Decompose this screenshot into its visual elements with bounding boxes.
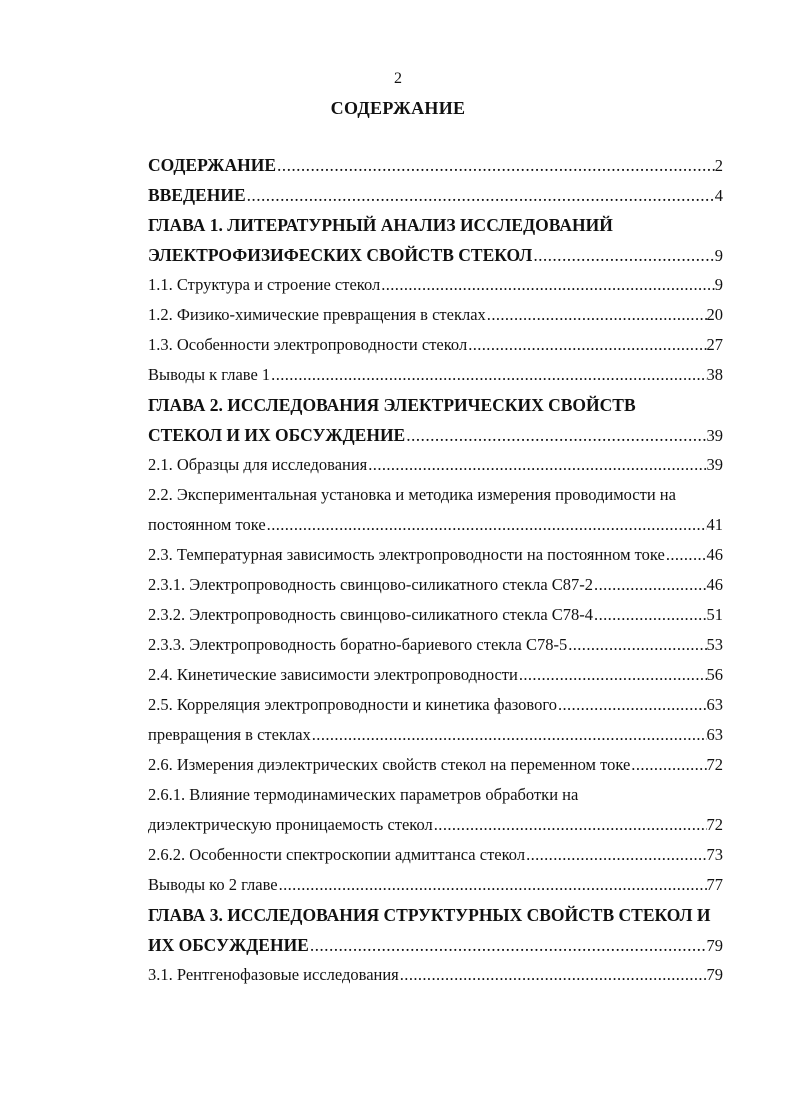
toc-entry-page: 39 <box>706 426 723 445</box>
toc-entry-page: 4 <box>714 186 723 205</box>
toc-entry-title: 2.3.1. Электропроводность свинцово-силикатного стекла С87-2 <box>148 575 594 594</box>
toc-entry-title: ИХ ОБСУЖДЕНИЕ <box>148 935 309 955</box>
toc-entry-page: 9 <box>714 275 723 294</box>
toc-entry <box>148 510 723 540</box>
toc-entry <box>148 870 723 900</box>
dot-leader <box>367 450 706 480</box>
toc-entry-page: 38 <box>706 365 723 384</box>
dot-leader <box>246 180 715 210</box>
dot-leader <box>665 540 707 570</box>
toc-entry <box>148 900 723 930</box>
toc-entry-title: 2.3. Температурная зависимость электропроводности на постоянном токе <box>148 545 665 564</box>
toc-entry <box>148 240 723 270</box>
toc-entry-title: 2.5. Корреляция электропроводности и кинетика фазового <box>148 695 557 714</box>
toc-entry-page: 39 <box>706 455 723 474</box>
dot-leader <box>557 690 707 720</box>
toc-entry-title: постоянном токе <box>148 515 266 534</box>
dot-leader <box>380 270 715 300</box>
toc-entry-title: 1.2. Физико-химические превращения в стеклах <box>148 305 486 324</box>
toc-entry-title: ВВЕДЕНИЕ <box>148 185 246 205</box>
toc-entry-title: превращения в стеклах <box>148 725 311 744</box>
toc-entry-page: 77 <box>706 875 723 894</box>
toc-entry-title: Выводы к главе 1 <box>148 365 271 384</box>
toc-entry <box>148 720 723 750</box>
toc-entry <box>148 780 723 810</box>
toc-entry <box>148 810 723 840</box>
toc-entry <box>148 960 723 990</box>
toc-entry-page: 20 <box>706 305 723 324</box>
toc-entry-page: 63 <box>706 695 723 714</box>
dot-leader <box>399 960 707 990</box>
toc-entry <box>148 450 723 480</box>
dot-leader <box>276 150 715 180</box>
toc-entry-page: 73 <box>706 845 723 864</box>
toc-entry-page: 2 <box>714 156 723 175</box>
dot-leader <box>630 750 706 780</box>
dot-leader <box>593 600 706 630</box>
toc-entry <box>148 480 723 510</box>
dot-leader <box>593 570 706 600</box>
toc-entry-title: 2.2. Экспериментальная установка и методика измерения проводимости на <box>148 485 676 504</box>
toc-entry <box>148 150 723 180</box>
toc-entry-title: ГЛАВА 3. ИССЛЕДОВАНИЯ СТРУКТУРНЫХ СВОЙСТВ СТЕКОЛ И <box>148 905 711 925</box>
toc-entry-title: ГЛАВА 1. ЛИТЕРАТУРНЫЙ АНАЛИЗ ИССЛЕДОВАНИЙ <box>148 215 613 235</box>
toc-entry <box>148 420 723 450</box>
toc-entry-page: 27 <box>706 335 723 354</box>
toc-entry-title: 2.3.3. Электропроводность боратно-бариевого стекла С78-5 <box>148 635 568 654</box>
dot-leader <box>278 870 707 900</box>
dot-leader <box>486 300 707 330</box>
dot-leader <box>309 930 707 960</box>
toc-entry <box>148 750 723 780</box>
toc-entry-title: диэлектрическую проницаемость стекол <box>148 815 433 834</box>
toc-entry <box>148 930 723 960</box>
toc-entry-title: 2.6.2. Особенности спектроскопии адмиттанса стекол <box>148 845 526 864</box>
toc-entry-page: 51 <box>706 605 723 624</box>
toc-entry-page: 72 <box>706 755 723 774</box>
dot-leader <box>525 840 706 870</box>
toc-entry-title: ГЛАВА 2. ИССЛЕДОВАНИЯ ЭЛЕКТРИЧЕСКИХ СВОЙСТВ <box>148 395 636 415</box>
toc-entry <box>148 360 723 390</box>
toc-entry-page: 72 <box>706 815 723 834</box>
toc-entry <box>148 630 723 660</box>
toc-entry-page: 53 <box>706 635 723 654</box>
toc-entry <box>148 540 723 570</box>
toc-entry <box>148 840 723 870</box>
toc-entry-title: СТЕКОЛ И ИХ ОБСУЖДЕНИЕ <box>148 425 406 445</box>
page-number: 2 <box>394 70 402 87</box>
dot-leader <box>567 630 706 660</box>
toc-entry <box>148 390 723 420</box>
toc-entry-title: Выводы ко 2 главе <box>148 875 278 894</box>
toc-entry-title: 2.1. Образцы для исследования <box>148 455 368 474</box>
toc-entry-page: 41 <box>706 515 723 534</box>
table-of-contents <box>148 150 723 990</box>
toc-entry <box>148 210 723 240</box>
toc-entry-title: 1.3. Особенности электропроводности стекол <box>148 335 468 354</box>
toc-entry-page: 79 <box>706 936 723 955</box>
toc-entry <box>148 330 723 360</box>
toc-entry-title: 3.1. Рентгенофазовые исследования <box>148 965 399 984</box>
toc-entry <box>148 660 723 690</box>
dot-leader <box>405 420 706 450</box>
toc-entry <box>148 600 723 630</box>
toc-heading: СОДЕРЖАНИЕ <box>330 98 466 118</box>
toc-entry-title: ЭЛЕКТРОФИЗИФЕСКИХ СВОЙСТВ СТЕКОЛ <box>148 245 533 265</box>
dot-leader <box>433 810 707 840</box>
toc-entry <box>148 270 723 300</box>
toc-entry <box>148 180 723 210</box>
toc-entry-page: 46 <box>706 575 723 594</box>
dot-leader <box>532 240 714 270</box>
toc-entry <box>148 570 723 600</box>
dot-leader <box>270 360 706 390</box>
toc-entry-title: СОДЕРЖАНИЕ <box>148 155 277 175</box>
toc-entry <box>148 300 723 330</box>
toc-entry-page: 46 <box>706 545 723 564</box>
toc-entry-title: 2.6. Измерения диэлектрических свойств стекол на переменном токе <box>148 755 631 774</box>
dot-leader <box>467 330 706 360</box>
toc-entry-page: 56 <box>706 665 723 684</box>
toc-entry-page: 63 <box>706 725 723 744</box>
dot-leader <box>311 720 707 750</box>
toc-entry-title: 2.6.1. Влияние термодинамических параметров обработки на <box>148 785 579 804</box>
toc-entry-page: 9 <box>714 246 723 265</box>
dot-leader <box>266 510 707 540</box>
toc-entry-title: 2.3.2. Электропроводность свинцово-силикатного стекла С78-4 <box>148 605 594 624</box>
toc-entry <box>148 690 723 720</box>
toc-entry-title: 1.1. Структура и строение стекол <box>148 275 381 294</box>
dot-leader <box>518 660 707 690</box>
toc-entry-title: 2.4. Кинетические зависимости электропроводности <box>148 665 518 684</box>
toc-entry-page: 79 <box>706 965 723 984</box>
